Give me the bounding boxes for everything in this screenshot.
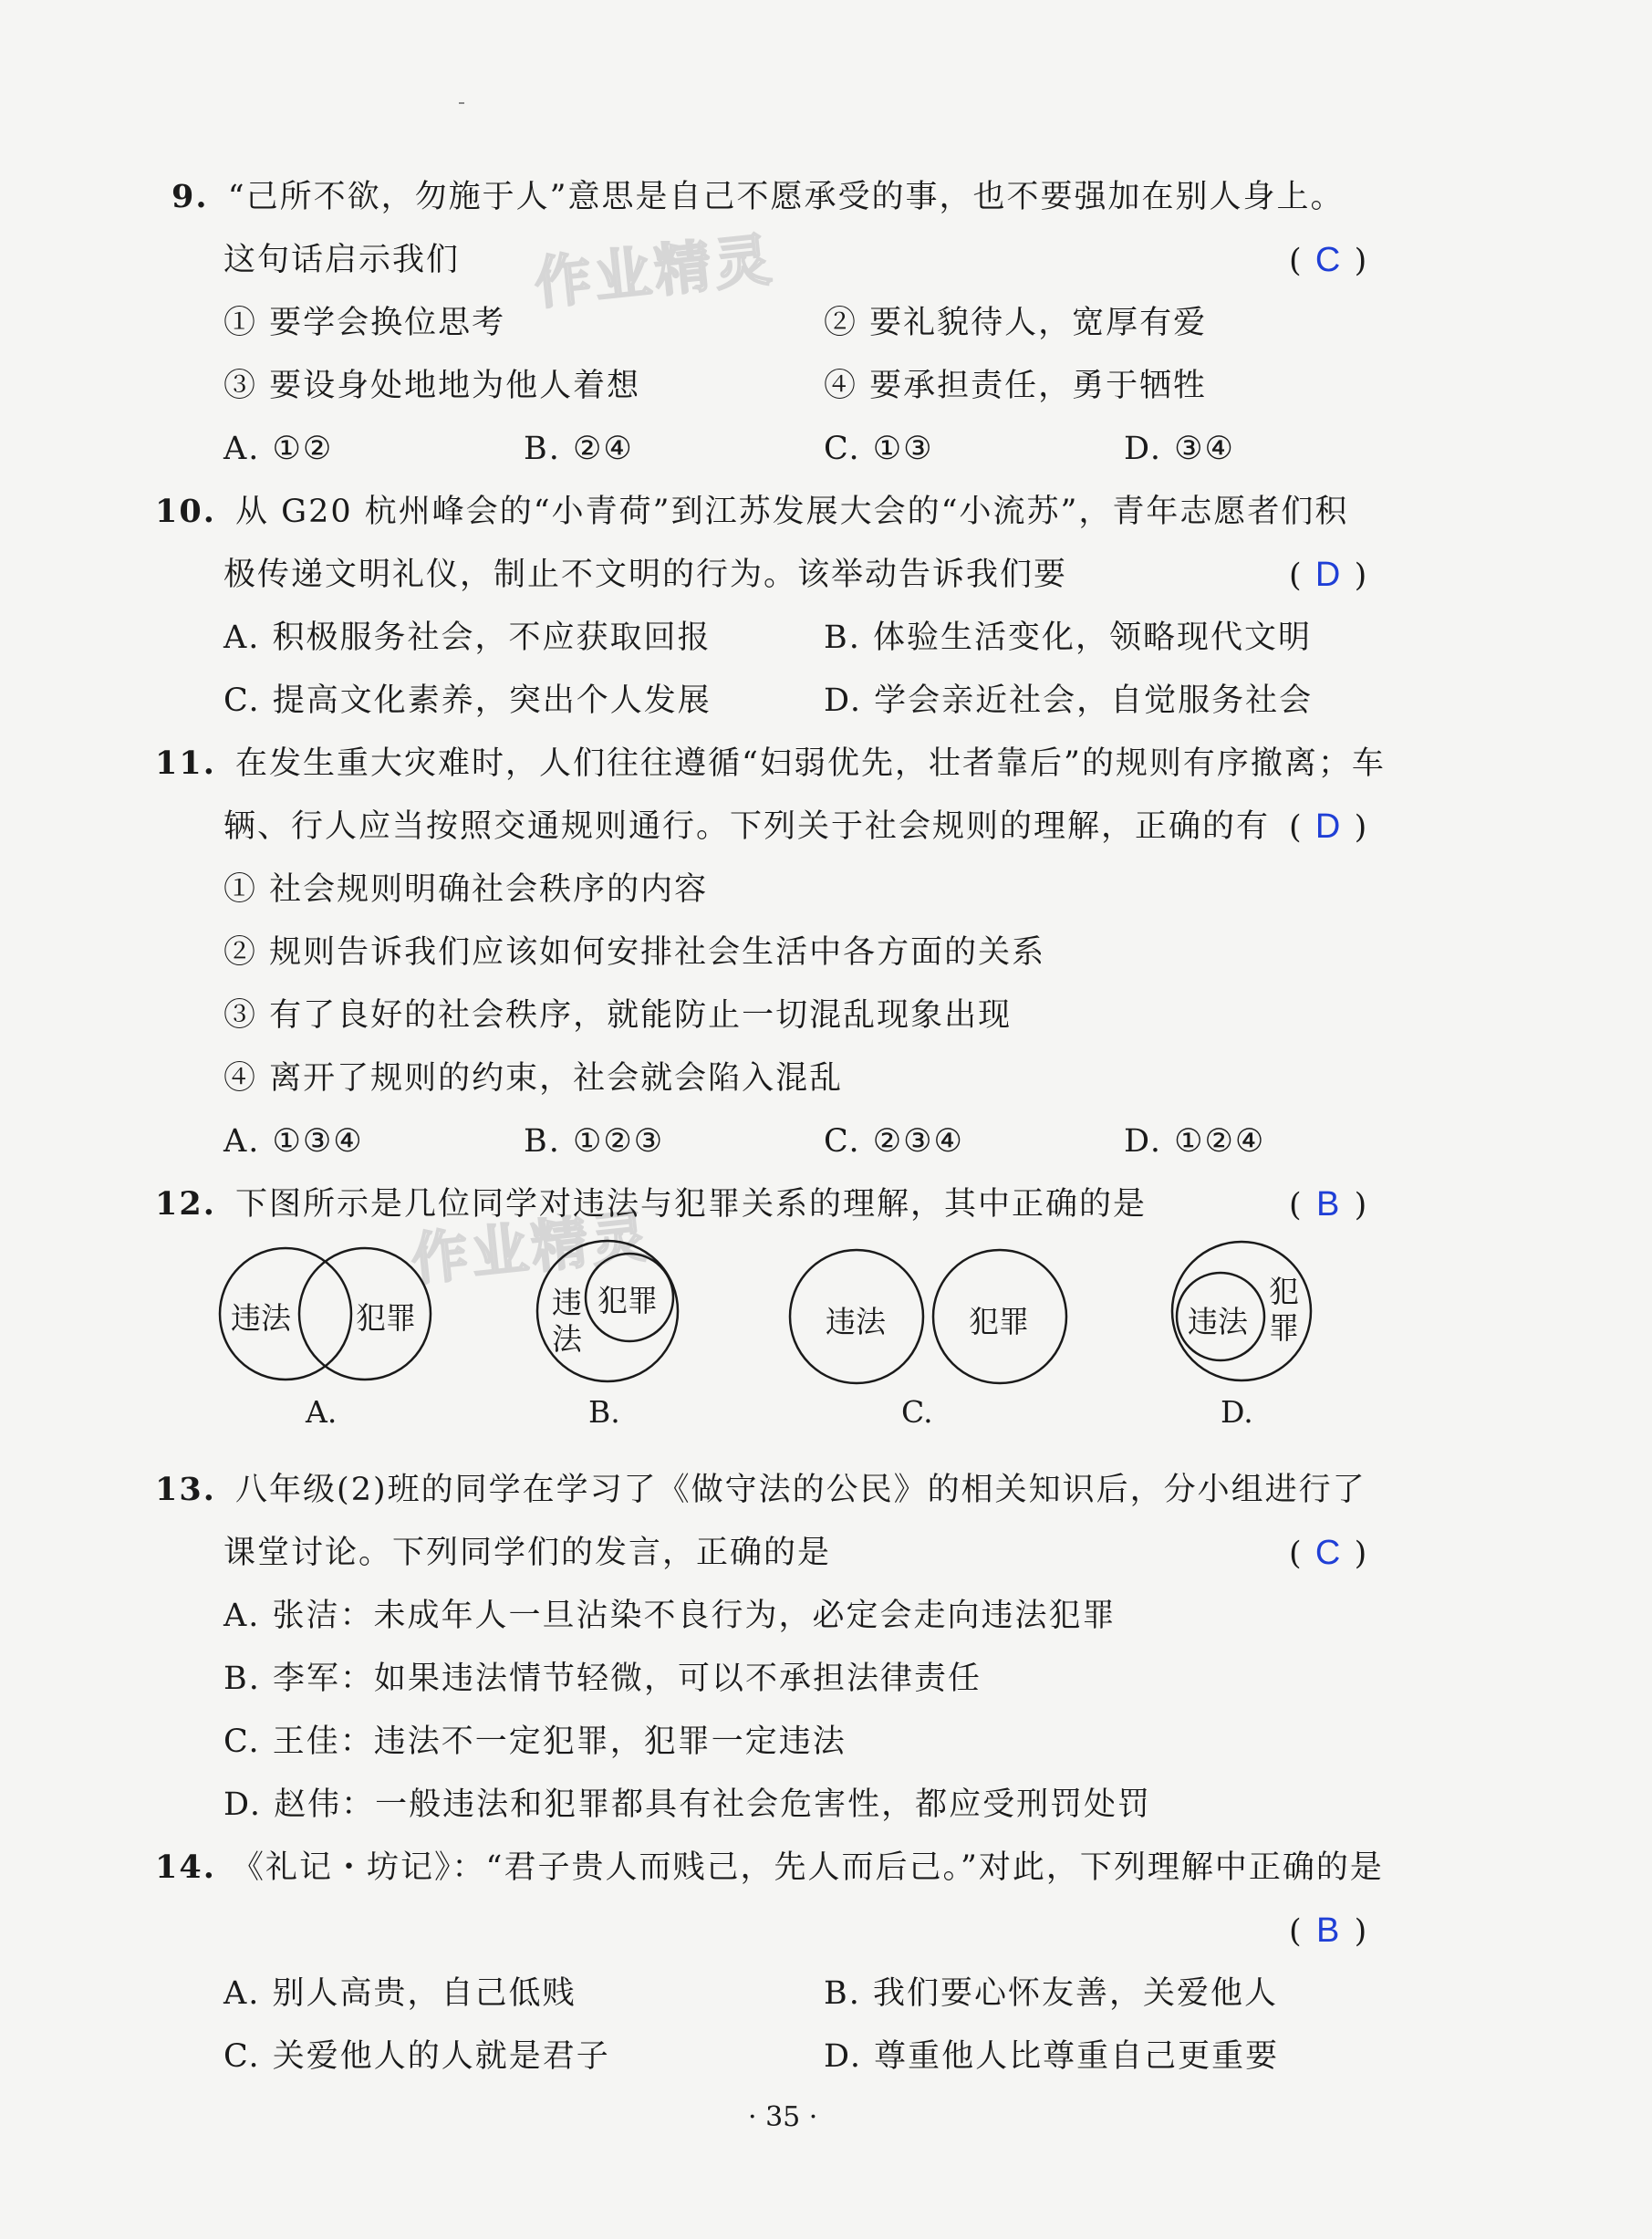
venn-a-label-fanzui: 犯罪 [356, 1300, 416, 1336]
choice-c: C. 提高文化素养，突出个人发展 [223, 682, 712, 719]
choice-a: A. ①③④ [223, 1123, 364, 1160]
statement-3: ③ 有了良好的社会秩序，就能防止一切混乱现象出现 [223, 997, 1013, 1034]
choice-b: B. ①②③ [524, 1123, 665, 1160]
question-number: 9. [171, 178, 209, 215]
answer-bracket: ( D ) [1289, 556, 1367, 594]
answer-letter: C [1314, 1534, 1341, 1572]
choice-d: D. 赵伟：一般违法和犯罪都具有社会危害性，都应受刑罚处罚 [223, 1786, 1152, 1823]
choice-a: A. 张洁：未成年人一旦沾染不良行为，必定会走向违法犯罪 [223, 1598, 1117, 1634]
choice-a: A. 积极服务社会，不应获取回报 [223, 620, 712, 656]
choice-b: B. ②④ [524, 431, 634, 467]
venn-a-label-weifa: 违法 [231, 1300, 291, 1336]
question-stem: “己所不欲，勿施于人”意思是自己不愿承受的事，也不要强加在别人身上。 [227, 179, 1345, 215]
figure-label-d: D. [1221, 1394, 1253, 1430]
question-number: 12. [155, 1185, 216, 1223]
figure-label-c: C. [901, 1394, 933, 1430]
choice-d: D. ③④ [1124, 431, 1235, 467]
venn-d-label-fan: 犯 [1269, 1274, 1299, 1309]
page-number: · 35 · [748, 2101, 818, 2133]
choice-c: C. ②③④ [824, 1123, 964, 1160]
answer-bracket: ( B ) [1289, 1185, 1367, 1224]
question-stem: 《礼记・坊记》：“君子贵人而贱己，先人而后己。”对此，下列理解中正确的是 [232, 1849, 1384, 1886]
question-number: 13. [155, 1471, 216, 1508]
choice-c: C. ①③ [824, 431, 934, 467]
question-stem: 课堂讨论。下列同学们的发言，正确的是 [223, 1535, 832, 1571]
figure-label-b: B. [588, 1394, 620, 1430]
answer-bracket: ( B ) [1289, 1911, 1367, 1950]
choice-b: B. 李军：如果违法情节轻微，可以不承担法律责任 [223, 1661, 982, 1697]
choice-d: D. 学会亲近社会，自觉服务社会 [824, 682, 1314, 719]
question-stem: 在发生重大灾难时，人们往往遵循“妇弱优先，壮者靠后”的规则有序撤离；车 [235, 745, 1386, 782]
question-stem: 辆、行人应当按照交通规则通行。下列关于社会规则的理解，正确的有 [223, 808, 1271, 845]
statement-1: ① 社会规则明确社会秩序的内容 [223, 871, 709, 908]
venn-b-label-wei: 违 [552, 1285, 582, 1320]
statement-3: ③ 要设身处地地为他人着想 [223, 368, 641, 404]
answer-letter: B [1315, 1911, 1340, 1950]
figure-label-a: A. [306, 1394, 338, 1430]
statement-4: ④ 离开了规则的约束，社会就会陷入混乱 [223, 1060, 844, 1097]
answer-bracket: ( C ) [1289, 1534, 1367, 1572]
statement-1: ① 要学会换位思考 [223, 305, 506, 341]
venn-c-label-fanzui: 犯罪 [969, 1304, 1029, 1339]
watermark-middle: 作业精灵 [408, 1202, 655, 1294]
answer-letter: B [1315, 1185, 1340, 1224]
answer-bracket: ( D ) [1289, 807, 1367, 846]
question-stem: 从 G20 杭州峰会的“小青荷”到江苏发展大会的“小流苏”，青年志愿者们积 [235, 494, 1349, 530]
statement-2: ② 要礼貌待人，宽厚有爱 [824, 305, 1208, 341]
question-number: 10. [155, 493, 216, 530]
choice-a: A. 别人高贵，自己低贱 [223, 1975, 577, 2012]
choice-c: C. 王佳：违法不一定犯罪，犯罪一定违法 [223, 1724, 847, 1760]
choice-a: A. ①② [223, 431, 334, 467]
question-stem: 下图所示是几位同学对违法与犯罪关系的理解，其中正确的是 [235, 1186, 1148, 1223]
answer-bracket: ( C ) [1289, 241, 1367, 279]
watermark-top: 作业精灵 [531, 225, 778, 318]
answer-letter: C [1314, 241, 1341, 279]
venn-d-label-zui: 罪 [1269, 1310, 1299, 1346]
answer-letter: D [1314, 807, 1341, 846]
venn-b-label-fanzui: 犯罪 [597, 1283, 658, 1318]
venn-d-label-weifa: 违法 [1188, 1304, 1248, 1339]
question-stem: 这句话启示我们 [223, 242, 461, 278]
choice-b: B. 我们要心怀友善，关爱他人 [824, 1975, 1278, 2012]
choice-b: B. 体验生活变化，领略现代文明 [824, 620, 1312, 656]
question-number: 14. [155, 1848, 216, 1886]
choice-c: C. 关爱他人的人就是君子 [223, 2038, 610, 2075]
venn-b-label-fa: 法 [552, 1321, 582, 1357]
venn-c-label-weifa: 违法 [826, 1304, 886, 1339]
question-number: 11. [155, 745, 216, 782]
scan-mark [459, 102, 464, 104]
choice-d: D. ①②④ [1124, 1123, 1266, 1160]
question-stem: 极传递文明礼仪，制止不文明的行为。该举动告诉我们要 [223, 557, 1068, 593]
statement-2: ② 规则告诉我们应该如何安排社会生活中各方面的关系 [223, 934, 1046, 971]
statement-4: ④ 要承担责任，勇于牺牲 [824, 368, 1208, 404]
question-stem: 八年级(2)班的同学在学习了《做守法的公民》的相关知识后，分小组进行了 [235, 1472, 1366, 1508]
answer-letter: D [1314, 556, 1341, 594]
choice-d: D. 尊重他人比尊重自己更重要 [824, 2038, 1280, 2075]
